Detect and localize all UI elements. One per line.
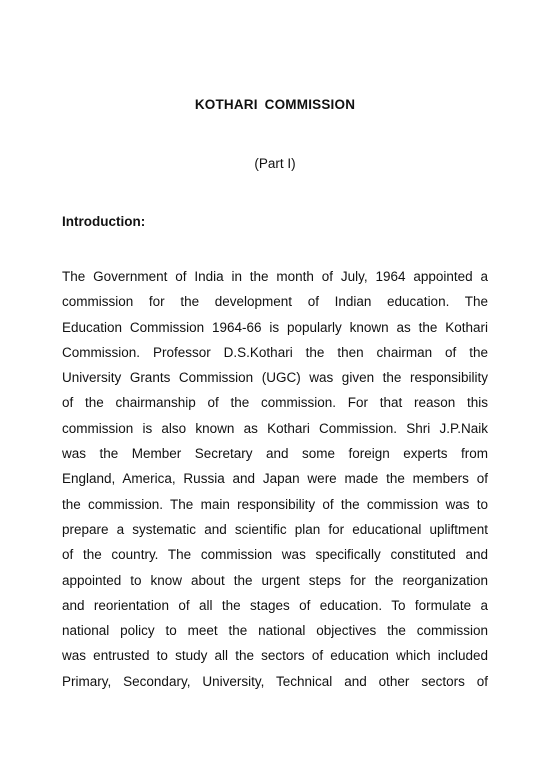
paragraph-line: prepare a systematic and scientific plan for educational upliftment	[62, 521, 488, 537]
paragraph-line: Education Commission 1964-66 is popularly known as the Kothari	[62, 319, 488, 335]
paragraph-line: Commission. Professor D.S.Kothari the then chairman of the	[62, 344, 488, 360]
paragraph-line: was entrusted to study all the sectors of education which included	[62, 648, 488, 664]
paragraph-line: appointed to know about the urgent steps for the reorganization	[62, 572, 488, 588]
paragraph-line: national policy to meet the national objectives the commission	[62, 623, 488, 639]
document-title: KOTHARI COMMISSION	[194, 97, 356, 112]
paragraph-line: of the country. The commission was specifically constituted and	[62, 547, 488, 563]
document-subtitle: (Part I)	[254, 156, 296, 171]
paragraph-line: was the Member Secretary and some foreign experts from	[62, 446, 488, 462]
body-paragraph	[62, 264, 488, 694]
paragraph-line: Primary, Secondary, University, Technical and other sectors of	[62, 673, 488, 689]
paragraph-line: commission is also known as Kothari Commission. Shri J.P.Naik	[62, 420, 488, 436]
paragraph-line: the commission. The main responsibility of the commission was to	[62, 496, 488, 512]
paragraph-line: of the chairmanship of the commission. For that reason this	[62, 395, 488, 411]
paragraph-line: The Government of India in the month of July, 1964 appointed a	[62, 269, 488, 284]
paragraph-line: commission for the development of Indian education. The	[62, 294, 488, 310]
section-heading: Introduction:	[62, 214, 146, 229]
paragraph-line: University Grants Commission (UGC) was given the responsibility	[62, 370, 488, 386]
paragraph-line: and reorientation of all the stages of education. To formulate a	[62, 597, 488, 613]
paragraph-line: England, America, Russia and Japan were made the members of	[62, 471, 488, 487]
